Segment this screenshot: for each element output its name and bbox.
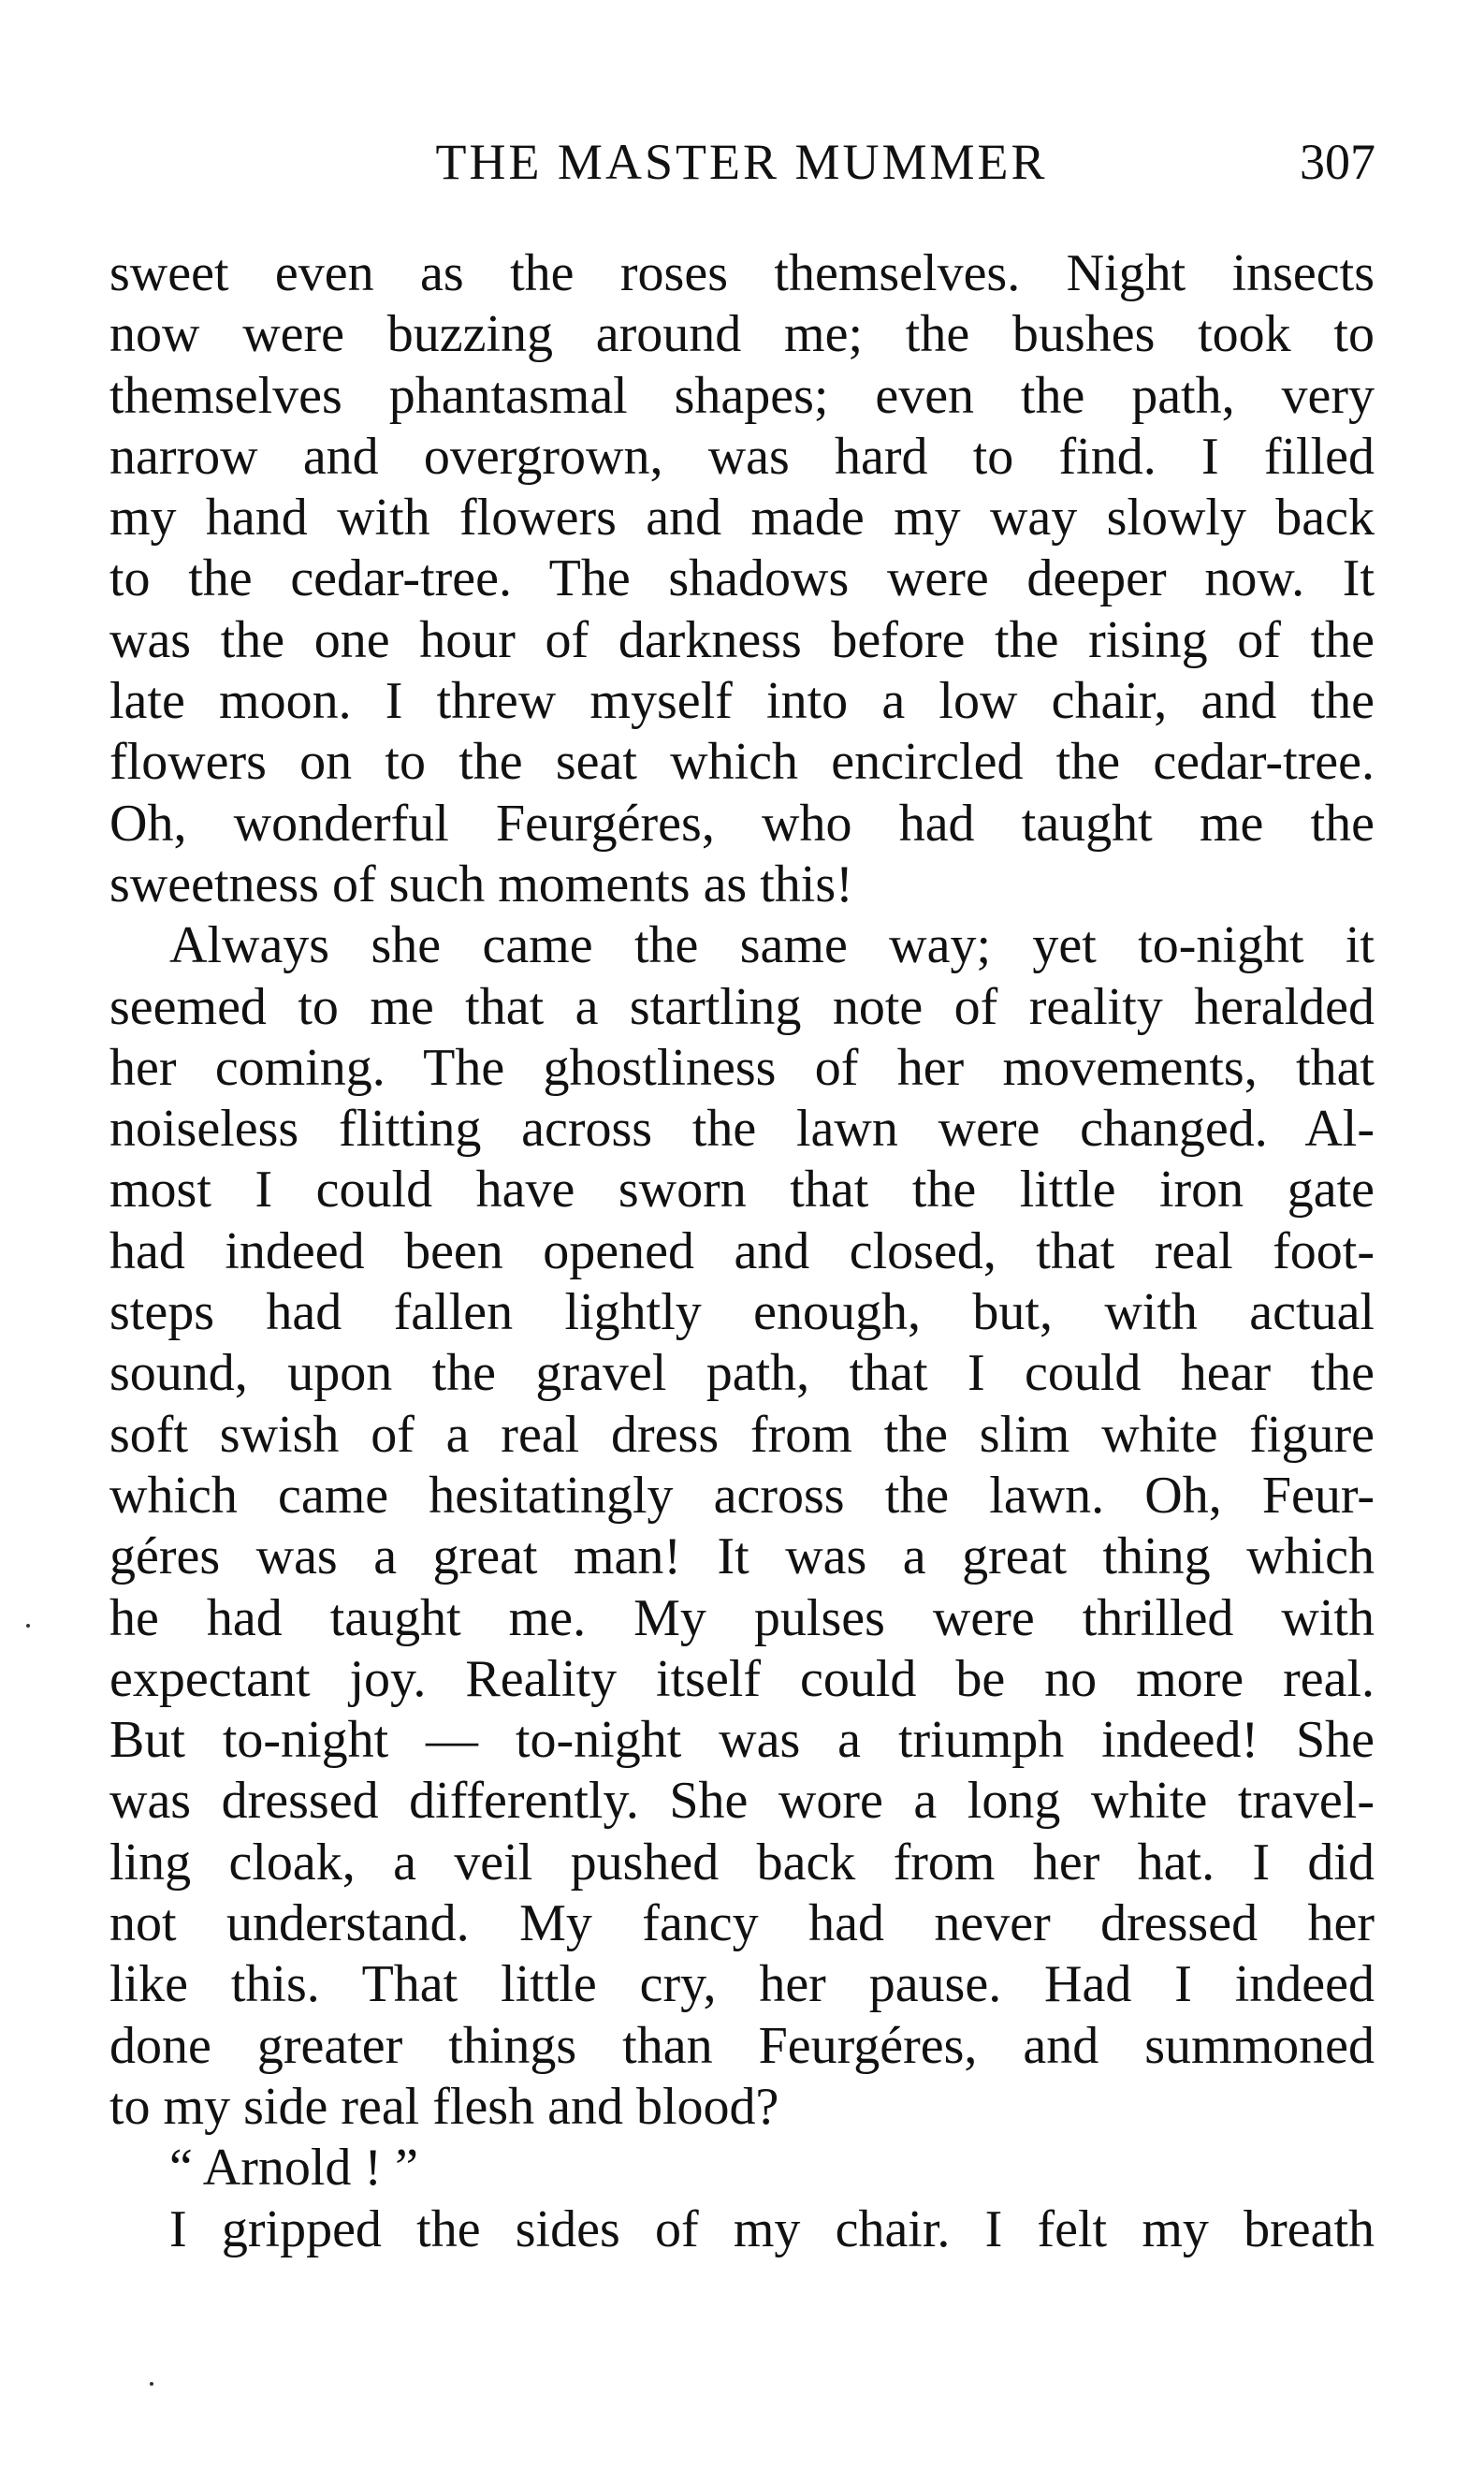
text-line: like this. That little cry, her pause. Had I indeed [109, 1955, 1375, 2014]
text-line: themselves phantasmal shapes; even the path, very [109, 366, 1375, 425]
text-line: now were buzzing around me; the bushes took to [109, 305, 1375, 364]
paragraph-start-line: Always she came the same way; yet to-night it [169, 916, 1375, 975]
body-text [109, 243, 1375, 2260]
text-line: narrow and overgrown, was hard to find. I filled [109, 427, 1375, 486]
text-line: was dressed differently. She wore a long white travel- [109, 1772, 1375, 1831]
text-line: soft swish of a real dress from the slim white figure [109, 1405, 1375, 1464]
text-line: done greater things than Feurgéres, and summoned [109, 2016, 1375, 2075]
text-line: sweetness of such moments as this! [109, 855, 853, 913]
text-line: had indeed been opened and closed, that real foot- [109, 1221, 1375, 1280]
dialogue-line: “ Arnold ! ” [169, 2139, 418, 2198]
text-line: to the cedar-tree. The shadows were deeper now. It [109, 549, 1375, 608]
paragraph-start-line: I gripped the sides of my chair. I felt my breath [169, 2199, 1375, 2258]
text-line: flowers on to the seat which encircled the cedar-tree. [109, 733, 1375, 792]
page-header [108, 129, 1375, 195]
text-line: steps had fallen lightly enough, but, with actual [109, 1283, 1375, 1342]
text-line: which came hesitatingly across the lawn. Oh, Feur- [109, 1466, 1375, 1525]
text-line: her coming. The ghostliness of her movements, that [109, 1038, 1375, 1097]
text-line: was the one hour of darkness before the rising of the [109, 610, 1375, 669]
text-line: to my side real flesh and blood? [109, 2077, 779, 2136]
text-line: ling cloak, a veil pushed back from her hat. I did [109, 1833, 1375, 1892]
text-line: seemed to me that a startling note of reality heralded [109, 977, 1375, 1036]
text-line: not understand. My fancy had never dressed her [109, 1894, 1375, 1953]
text-line: noiseless flitting across the lawn were changed. Al- [109, 1100, 1375, 1159]
page-number: 307 [1300, 134, 1375, 190]
text-line: he had taught me. My pulses were thrilled with [109, 1588, 1375, 1647]
text-line: late moon. I threw myself into a low chair, and the [109, 672, 1375, 731]
text-line: sound, upon the gravel path, that I could hear the [109, 1344, 1375, 1403]
running-title: THE MASTER MUMMER [435, 134, 1048, 190]
text-line: sweet even as the roses themselves. Night insects [109, 244, 1375, 302]
text-line: my hand with flowers and made my way slowly back [109, 489, 1375, 548]
print-speck [150, 2382, 153, 2386]
text-line: géres was a great man! It was a great thing which [109, 1527, 1375, 1586]
text-line: But to-night — to-night was a triumph indeed! She [109, 1711, 1375, 1770]
text-line: most I could have sworn that the little iron gate [109, 1161, 1375, 1220]
text-line: Oh, wonderful Feurgéres, who had taught me the [109, 794, 1375, 853]
text-line: expectant joy. Reality itself could be no more real. [109, 1649, 1375, 1708]
print-speck [26, 1624, 30, 1628]
